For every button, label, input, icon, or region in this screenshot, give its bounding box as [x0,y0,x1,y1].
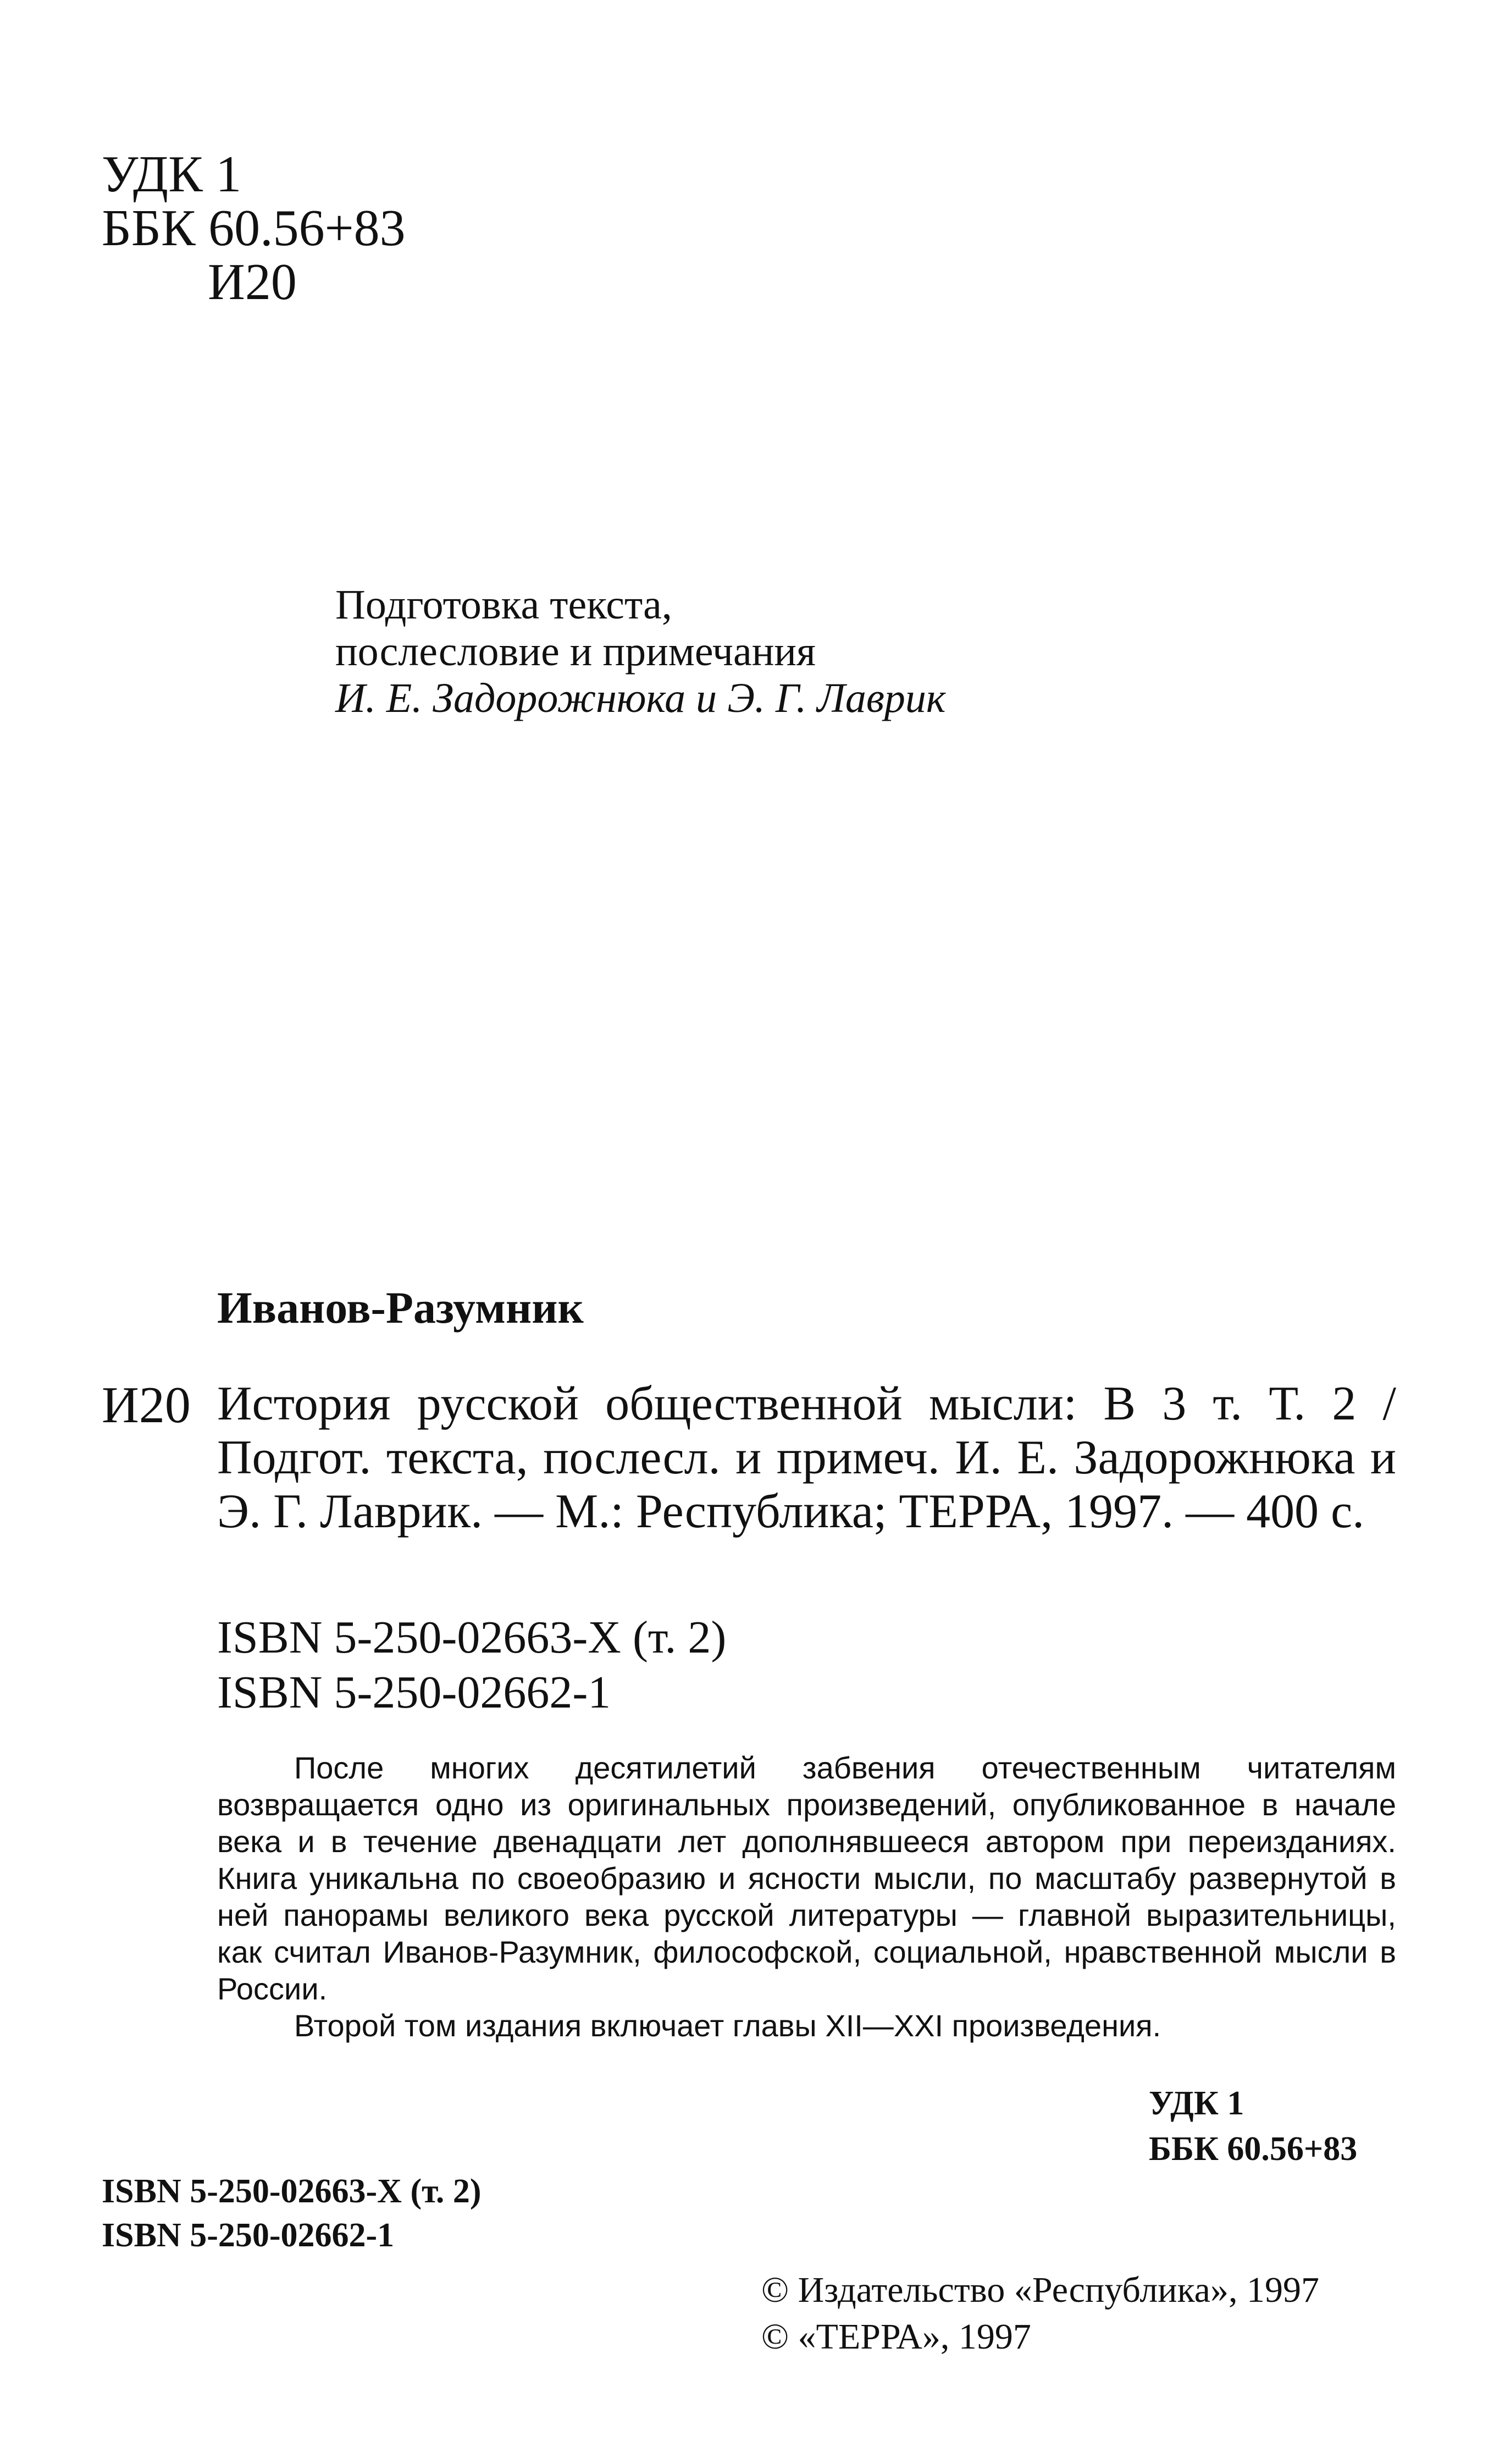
isbn-set: ISBN 5-250-02662-1 [217,1667,611,1718]
footer-isbn-set: ISBN 5-250-02662-1 [102,2217,395,2254]
catalog-code: И20 [102,1377,191,1434]
isbn-volume: ISBN 5-250-02663-X (т. 2) [217,1612,727,1663]
catalog-description: История русской общественной мысли: В 3 т. Т. 2 / Подгот. текста, послесл. и примеч. И. Е. Задорожнюка и Э. Г. Лаврик. — М.: Республика; ТЕРРА, 1997. — 400 с. [217,1377,1396,1538]
copyright-publisher: © Издательство «Республика», 1997 [761,2270,1319,2310]
copyright-terra: © «ТЕРРА», 1997 [761,2317,1031,2357]
footer-udk-code: УДК 1 [1149,2085,1244,2122]
footer-isbn-volume: ISBN 5-250-02663-X (т. 2) [102,2173,482,2210]
footer-bbk-code: ББК 60.56+83 [1149,2130,1358,2168]
annotation-paragraph-1: После многих десятилетий забвения отечественным читателям возвращается одно из оригинальных произведений, опубликованное в начале века и в течение двенадцати лет дополнявшееся автором при переизданиях. Книга уникальна по своеобразию и ясности мысли, по масштабу развернутой в ней панорамы великого века русской литературы — главной выразительницы, как считал Иванов-Разумник, философской, социальной, нравственной мысли в России. [217,1750,1396,2006]
preparation-line-1: Подготовка текста, [335,582,672,628]
preparation-line-2: послесловие и примечания [335,628,816,675]
catalog-author: Иванов-Разумник [217,1283,584,1333]
udk-code: УДК 1 [102,146,242,203]
annotation [217,1749,1396,2044]
bbk-code: ББК 60.56+83 [102,200,406,257]
preparation-names: И. Е. Задорожнюка и Э. Г. Лаврик [335,675,946,721]
annotation-paragraph-2: Второй том издания включает главы XII—XXI произведения. [294,2008,1161,2043]
author-mark: И20 [208,253,297,311]
